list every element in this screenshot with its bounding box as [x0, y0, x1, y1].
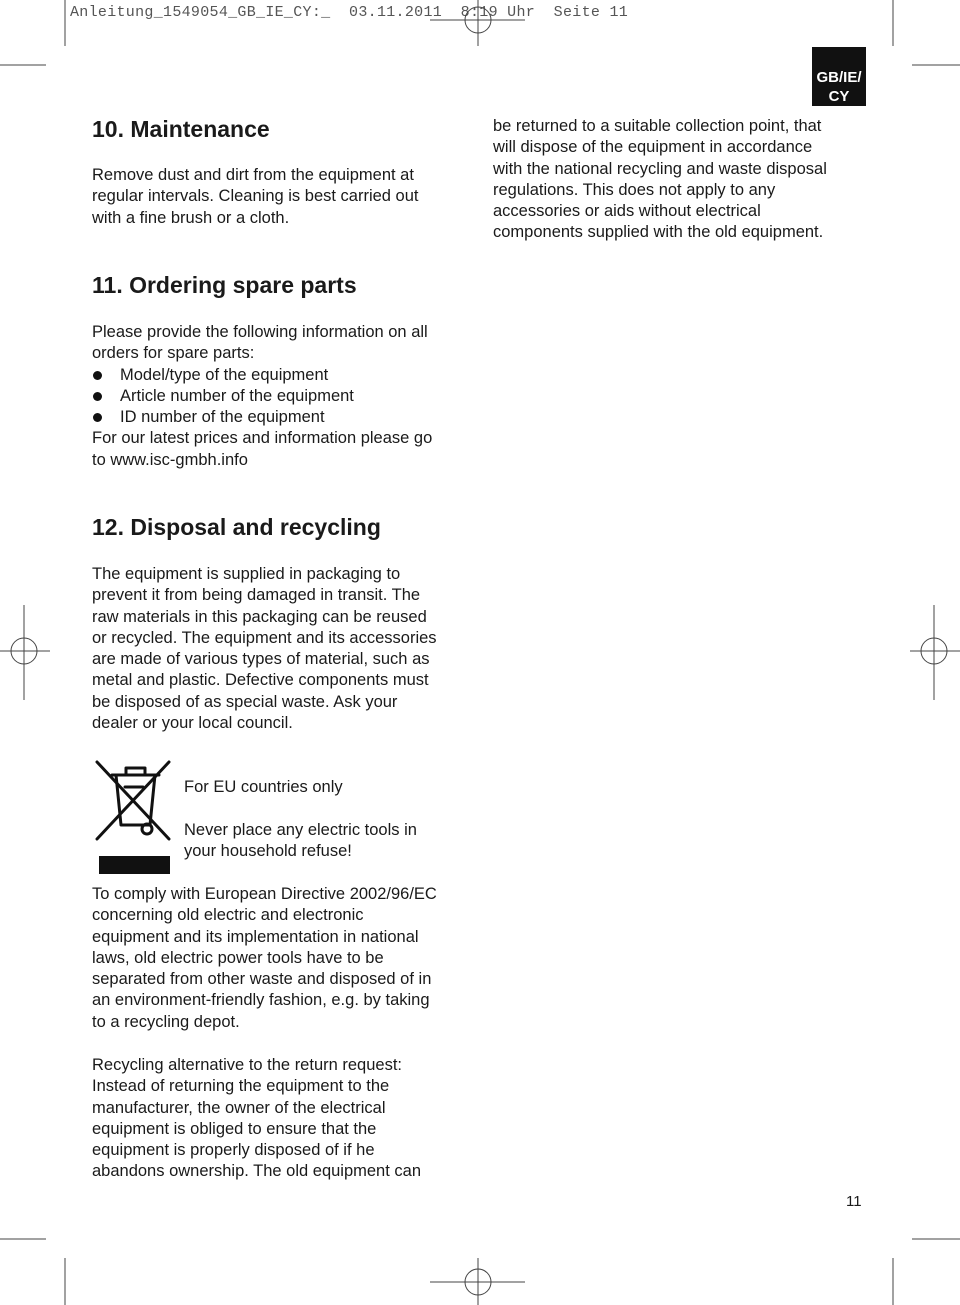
- text-line: prevent it from being damaged in transit. The: [92, 586, 421, 605]
- section-heading-maintenance: 10. Maintenance: [92, 116, 270, 142]
- text-line: components supplied with the old equipment.: [493, 223, 824, 242]
- registration-circle: [921, 638, 947, 664]
- spare-parts-info-list: [92, 365, 467, 429]
- text-line: with a fine brush or a cloth.: [92, 208, 290, 227]
- print-slug: Anleitung_1549054_GB_IE_CY:_ 03.11.2011 8:19 Uhr Seite 11: [70, 4, 629, 21]
- text-line: Remove dust and dirt from the equipment at: [92, 166, 414, 184]
- text-line: abandons ownership. The old equipment can: [92, 1162, 422, 1181]
- list-item: Article number of the equipment: [92, 386, 467, 407]
- text-line: concerning old electric and electronic: [92, 906, 364, 925]
- text-line: will dispose of the equipment in accordance: [493, 138, 813, 157]
- list-item: ID number of the equipment: [92, 407, 467, 428]
- list-item: Model/type of the equipment: [92, 365, 467, 386]
- text-line: For our latest prices and information please go: [92, 429, 433, 448]
- registration-circle: [465, 1269, 491, 1295]
- text-line: raw materials in this packaging can be reused: [92, 607, 427, 626]
- registration-circle: [11, 638, 37, 664]
- text-line: or recycled. The equipment and its accessories: [92, 628, 437, 647]
- text-line: with the national recycling and waste disposal: [493, 159, 827, 178]
- text-line: metal and plastic. Defective components must: [92, 671, 429, 690]
- text-line: separated from other waste and disposed of in: [92, 970, 432, 989]
- website-link-text: to www.isc-gmbh.info: [92, 450, 248, 469]
- maintenance-paragraph: [92, 165, 467, 229]
- text-line: be returned to a suitable collection point, that: [493, 117, 822, 135]
- text-line: regular intervals. Cleaning is best carried out: [92, 187, 419, 206]
- text-line: Recycling alternative to the return request:: [92, 1056, 402, 1074]
- text-line: orders for spare parts:: [92, 344, 255, 363]
- text-line: laws, old electric power tools have to be: [92, 948, 384, 967]
- recycling-continuation-paragraph: [493, 116, 863, 244]
- eu-only-note: For EU countries only: [184, 778, 343, 796]
- text-line: manufacturer, the owner of the electrical: [92, 1098, 386, 1117]
- recycling-alternative-paragraph: [92, 1055, 467, 1183]
- text-line: regulations. This does not apply to any: [493, 180, 776, 199]
- text-line: To comply with European Directive 2002/96/EC: [92, 885, 437, 903]
- directive-paragraph: [92, 884, 467, 1033]
- page-number: 11: [846, 1193, 862, 1210]
- language-tab-line1: GB/IE/: [816, 69, 862, 86]
- text-line: The equipment is supplied in packaging to: [92, 565, 401, 583]
- text-line: Never place any electric tools in: [184, 821, 417, 839]
- spare-parts-paragraph: [92, 322, 467, 471]
- language-tab-line2: CY: [828, 88, 850, 105]
- text-line: Instead of returning the equipment to the: [92, 1077, 390, 1096]
- text-line: to a recycling depot.: [92, 1012, 240, 1031]
- section-heading-spare-parts: 11. Ordering spare parts: [92, 272, 357, 298]
- text-line: dealer or your local council.: [92, 714, 293, 733]
- text-line: equipment and its implementation in national: [92, 927, 419, 946]
- section-heading-disposal: 12. Disposal and recycling: [92, 514, 381, 540]
- text-line: your household refuse!: [184, 842, 352, 861]
- text-line: accessories or aids without electrical: [493, 202, 761, 221]
- text-line: equipment is obliged to ensure that the: [92, 1119, 377, 1138]
- text-line: be disposed of as special waste. Ask your: [92, 692, 398, 711]
- language-tab: [812, 47, 866, 106]
- text-line: an environment-friendly fashion, e.g. by taking: [92, 991, 430, 1010]
- text-line: Please provide the following information on all: [92, 323, 428, 341]
- text-line: equipment is properly disposed of if he: [92, 1141, 375, 1160]
- text-line: are made of various types of material, such as: [92, 650, 430, 669]
- crossed-out-wheelie-bin-icon: [94, 759, 172, 877]
- disposal-paragraph: [92, 564, 467, 734]
- household-refuse-warning: [184, 820, 464, 863]
